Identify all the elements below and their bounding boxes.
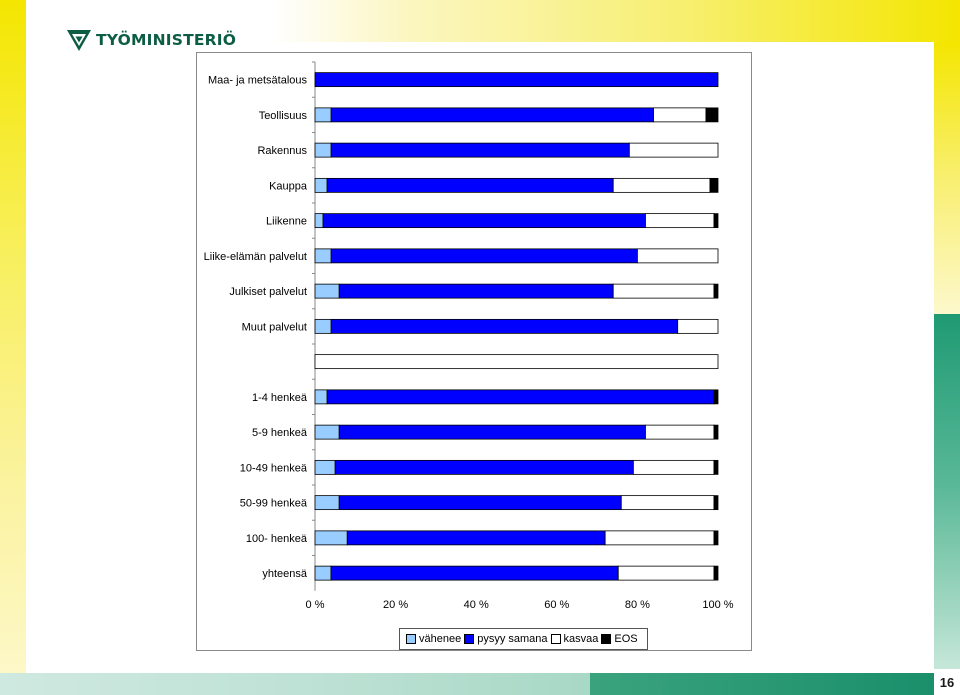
legend-label: pysyy samana — [477, 633, 548, 645]
bar-segment-vähenee — [315, 566, 331, 580]
bar-segment-pysyy-samana — [331, 143, 629, 157]
category-label: yhteensä — [262, 568, 307, 581]
bar-segment-vähenee — [315, 425, 339, 439]
bar-segment-vähenee — [315, 531, 347, 545]
bar-segment-EOS — [714, 460, 718, 474]
category-label: Liikenne — [266, 215, 307, 228]
bar-segment-kasvaa — [621, 496, 714, 510]
bar-segment-kasvaa — [629, 143, 718, 157]
bar-segment-pysyy-samana — [339, 496, 621, 510]
category-label: Teollisuus — [258, 109, 307, 122]
category-label: 5-9 henkeä — [251, 427, 307, 440]
bar-segment-kasvaa — [618, 566, 714, 580]
logo-text: TYÖMINISTERIÖ — [96, 31, 237, 49]
bar-segment-EOS — [714, 566, 718, 580]
bar-segment-kasvaa — [645, 214, 714, 228]
legend-item — [551, 633, 599, 645]
bar-segment-vähenee — [315, 284, 339, 298]
bar-segment-vähenee — [315, 143, 331, 157]
bar-segment-pysyy-samana — [335, 460, 633, 474]
bar-segment-pysyy-samana — [331, 319, 678, 333]
legend-swatch — [464, 634, 474, 644]
bar-segment-vähenee — [315, 214, 323, 228]
bar-segment-vähenee — [315, 319, 331, 333]
bar-segment-pysyy-samana — [347, 531, 605, 545]
x-tick-label: 20 % — [383, 598, 409, 611]
bar-segment-kasvaa — [605, 531, 714, 545]
bar-segment-pysyy-samana — [315, 73, 718, 87]
bar-segment-kasvaa — [654, 108, 706, 122]
x-tick-label: 100 % — [702, 598, 734, 611]
category-label: Julkiset palvelut — [229, 286, 307, 299]
bar-segment-EOS — [714, 284, 718, 298]
category-label: 100- henkeä — [245, 532, 307, 545]
category-label: Kauppa — [269, 180, 307, 193]
bar-segment-EOS — [714, 496, 718, 510]
x-tick-label: 40 % — [463, 598, 489, 611]
legend-swatch — [406, 634, 416, 644]
x-tick-label: 80 % — [624, 598, 650, 611]
category-label: Muut palvelut — [241, 321, 307, 334]
category-label: Liike-elämän palvelut — [203, 250, 307, 263]
bar-segment-kasvaa — [613, 178, 710, 192]
bar-segment-kasvaa — [645, 425, 714, 439]
bar-segment-EOS — [714, 531, 718, 545]
bar-segment-kasvaa — [613, 284, 714, 298]
legend-swatch — [551, 634, 561, 644]
bar-segment-vähenee — [315, 460, 335, 474]
legend-item — [464, 633, 547, 645]
bar-segment-pysyy-samana — [339, 425, 645, 439]
page-number: 16 — [934, 669, 960, 695]
legend-item — [406, 633, 461, 645]
bar-segment-EOS — [714, 425, 718, 439]
legend-label: EOS — [614, 633, 638, 645]
x-tick-label: 0 % — [305, 598, 325, 611]
bar-segment-EOS — [706, 108, 718, 122]
legend-label: kasvaa — [563, 633, 599, 645]
legend-item — [601, 633, 637, 645]
bar-segment-EOS — [710, 178, 718, 192]
bar-segment-vähenee — [315, 390, 327, 404]
bar-segment-pysyy-samana — [323, 214, 645, 228]
bar-segment-EOS — [714, 214, 718, 228]
category-label: 1-4 henkeä — [251, 391, 307, 404]
bar-segment-vähenee — [315, 108, 331, 122]
legend-label: vähenee — [419, 633, 462, 645]
category-label: 10-49 henkeä — [239, 462, 307, 475]
chart-legend — [399, 628, 648, 650]
x-tick-label: 60 % — [544, 598, 570, 611]
bar-segment-EOS — [714, 390, 718, 404]
category-label: Rakennus — [257, 145, 307, 158]
bar-segment-vähenee — [315, 178, 327, 192]
category-label: 50-99 henkeä — [239, 497, 307, 510]
bar-segment-pysyy-samana — [331, 566, 618, 580]
category-label: Maa- ja metsätalous — [207, 74, 307, 87]
bar-segment-kasvaa — [637, 249, 718, 263]
bar-segment-pysyy-samana — [339, 284, 613, 298]
bar-segment-pysyy-samana — [327, 178, 613, 192]
bar-segment-kasvaa — [633, 460, 714, 474]
bar-segment-pysyy-samana — [331, 108, 653, 122]
bar-segment-vähenee — [315, 249, 331, 263]
bar-segment-kasvaa — [678, 319, 718, 333]
bar-segment-vähenee — [315, 496, 339, 510]
bar-segment-pysyy-samana — [327, 390, 714, 404]
bar-segment-pysyy-samana — [331, 249, 637, 263]
bar-segment-kasvaa — [315, 355, 718, 369]
legend-swatch — [601, 634, 611, 644]
